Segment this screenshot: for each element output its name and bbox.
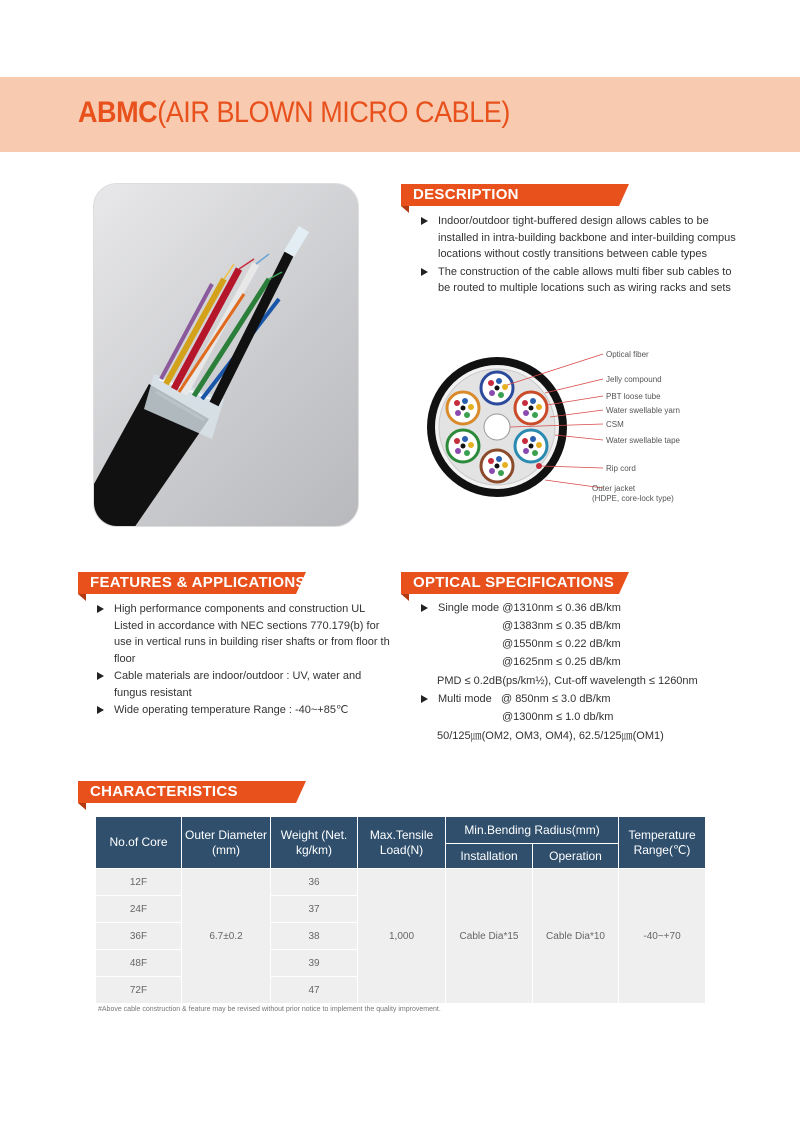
cell-weight: 39 — [271, 950, 358, 977]
features-item-text: High performance components and construction UL Listed in accordance with NEC sections 770.179(b) for use in vertical runs in building riser shafts or from floor th floor — [114, 603, 390, 665]
label-csm: CSM — [606, 420, 624, 429]
header-temperature: Temperature Range(℃) — [619, 817, 706, 869]
cell-weight: 47 — [271, 977, 358, 1004]
bullet-arrow-icon — [421, 604, 428, 612]
multi-mode-line: Multi mode @ 850nm ≤ 3.0 dB/km — [438, 693, 611, 705]
description-item-text: The construction of the cable allows multi fiber sub cables to be routed to multiple locations such as wiring racks and sets — [438, 265, 732, 294]
characteristics-heading-label: CHARACTERISTICS — [90, 783, 238, 800]
characteristics-table — [95, 816, 706, 1004]
cable-illustration — [94, 184, 359, 527]
bullet-arrow-icon — [421, 268, 428, 276]
features-heading-notch — [78, 594, 86, 601]
footnote: #Above cable construction & feature may be revised without prior notice to implement the quality improvement. — [98, 1006, 441, 1013]
features-item-text: Cable materials are indoor/outdoor : UV, water and fungus resistant — [114, 670, 362, 699]
bullet-arrow-icon — [421, 217, 428, 225]
header-operation: Operation — [533, 844, 619, 869]
features-heading-label: FEATURES & APPLICATIONS — [90, 574, 306, 591]
header-bending: Min.Bending Radius(mm) — [446, 817, 619, 844]
cell-weight: 36 — [271, 869, 358, 896]
cell-outer-diameter: 6.7±0.2 — [182, 869, 271, 1004]
features-item — [96, 702, 396, 719]
label-pbt-loose-tube: PBT loose tube — [606, 392, 661, 401]
single-mode-spec — [420, 599, 621, 617]
description-item — [420, 213, 740, 263]
cell-core: 12F — [96, 869, 182, 896]
cell-weight: 38 — [271, 923, 358, 950]
bullet-arrow-icon — [97, 706, 104, 714]
description-item — [420, 264, 740, 297]
table-row — [96, 869, 706, 896]
label-jelly-compound: Jelly compound — [606, 375, 662, 384]
optical-heading-label: OPTICAL SPECIFICATIONS — [413, 574, 615, 591]
features-item — [96, 668, 396, 701]
cell-installation: Cable Dia*15 — [446, 869, 533, 1004]
bullet-arrow-icon — [97, 672, 104, 680]
header-outer-diameter: Outer Diameter (mm) — [182, 817, 271, 869]
header-weight: Weight (Net. kg/km) — [271, 817, 358, 869]
cell-tensile: 1,000 — [358, 869, 446, 1004]
label-water-swellable-tape: Water swellable tape — [606, 436, 680, 445]
cell-core: 48F — [96, 950, 182, 977]
description-list — [420, 213, 740, 298]
features-item-text: Wide operating temperature Range : -40~+85℃ — [114, 704, 349, 716]
pmd-spec: PMD ≤ 0.2dB(ps/km½), Cut-off wavelength ≤ 1260nm — [437, 675, 698, 687]
description-item-text: Indoor/outdoor tight-buffered design allows cables to be installed in intra-building backbone and inter-building compus locations without costly transitions between cable types — [438, 215, 736, 260]
optical-heading-notch — [401, 594, 409, 601]
single-mode-1383: @1383nm ≤ 0.35 dB/km — [502, 620, 621, 632]
label-outer-jacket: Outer jacket — [592, 484, 636, 493]
cable-photo — [93, 183, 359, 527]
single-mode-line: Single mode @1310nm ≤ 0.36 dB/km — [438, 602, 621, 614]
multi-mode-spec — [420, 690, 611, 708]
label-rip-cord: Rip cord — [606, 464, 636, 473]
page-title — [78, 96, 510, 130]
label-outer-jacket-material: (HDPE, core-lock type) — [592, 494, 674, 503]
single-mode-1625: @1625nm ≤ 0.25 dB/km — [502, 656, 621, 668]
title-product-code: ABMC — [78, 96, 158, 129]
label-optical-fiber: Optical fiber — [606, 350, 649, 359]
features-list — [96, 601, 396, 720]
cross-section-illustration — [415, 345, 715, 515]
cell-core: 36F — [96, 923, 182, 950]
single-mode-1550: @1550nm ≤ 0.22 dB/km — [502, 638, 621, 650]
characteristics-heading-notch — [78, 803, 86, 810]
cross-section-diagram — [415, 345, 715, 515]
description-heading-label: DESCRIPTION — [413, 186, 519, 203]
label-water-swellable-yarn: Water swellable yarn — [606, 406, 680, 415]
bullet-arrow-icon — [97, 605, 104, 613]
features-item — [96, 601, 396, 667]
multi-mode-1300: @1300nm ≤ 1.0 db/km — [502, 711, 614, 723]
title-product-name: (AIR BLOWN MICRO CABLE) — [157, 96, 510, 129]
description-heading-notch — [401, 206, 409, 213]
cell-weight: 37 — [271, 896, 358, 923]
header-installation: Installation — [446, 844, 533, 869]
cell-temperature: -40~+70 — [619, 869, 706, 1004]
header-core: No.of Core — [96, 817, 182, 869]
bullet-arrow-icon — [421, 695, 428, 703]
cell-core: 24F — [96, 896, 182, 923]
cell-core: 72F — [96, 977, 182, 1004]
cell-operation: Cable Dia*10 — [533, 869, 619, 1004]
header-tensile: Max.Tensile Load(N) — [358, 817, 446, 869]
fiber-types: 50/125㎛(OM2, OM3, OM4), 62.5/125㎛(OM1) — [437, 730, 664, 742]
